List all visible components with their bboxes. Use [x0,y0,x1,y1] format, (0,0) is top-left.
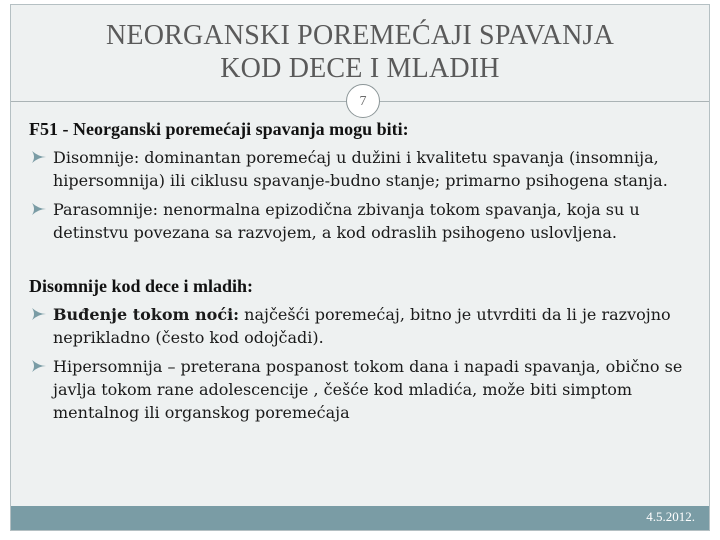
bullet-arrow-icon [29,200,49,218]
section-1-heading: F51 - Neorganski poremećaji spavanja mogu biti: [29,119,409,139]
section-2-heading: Disomnije kod dece i mladih: [29,276,254,296]
slide [10,4,710,531]
bullet-text: – preterana pospanost tokom dana i napadi spavanja, obično se javlja tokom rane adolescencije , češće kod mladića, može biti simptom mentalnog ili organskog poremećaja [53,357,683,422]
bullet-item-hipersomnija [29,355,699,424]
bullet-text: najčešći poremećaj, bitno je utvrditi da li je razvojno neprikladno (često kod odojčadi). [53,305,671,347]
bullet-item-disomnije [29,146,699,192]
bullet-arrow-icon [29,357,49,375]
slide-content [29,117,699,430]
bullet-arrow-icon [29,305,49,323]
footer-bar [11,506,709,530]
bullet-arrow-icon [29,148,49,166]
bullet-text: : dominantan poremećaj u dužini i kvalitetu spavanja (insomnija, hipersomnija) ili ciklusu spavanje-budno stanje; primarno psihogena stanja. [53,148,668,190]
footer-date: 4.5.2012. [646,509,695,524]
bullet-term: Hipersomnija [53,357,163,376]
slide-title [11,5,709,85]
bullet-text: : nenormalna epizodična zbivanja tokom spavanja, koja su u detinstvu povezana sa razvojem, a kod odraslih psihogeno uslovljena. [53,200,640,242]
bullet-item-budjenje [29,303,699,349]
title-line-2: KOD DECE I MLADIH [220,53,500,84]
title-line-1: NEORGANSKI POREMEĆAJI SPAVANJA [105,20,615,51]
slide-number-badge: 7 [346,84,380,118]
bullet-term: Parasomnije [53,200,153,219]
bullet-term: Buđenje tokom noći: [53,305,240,324]
bullet-item-parasomnije [29,198,699,244]
bullet-term: Disomnije [53,148,134,167]
